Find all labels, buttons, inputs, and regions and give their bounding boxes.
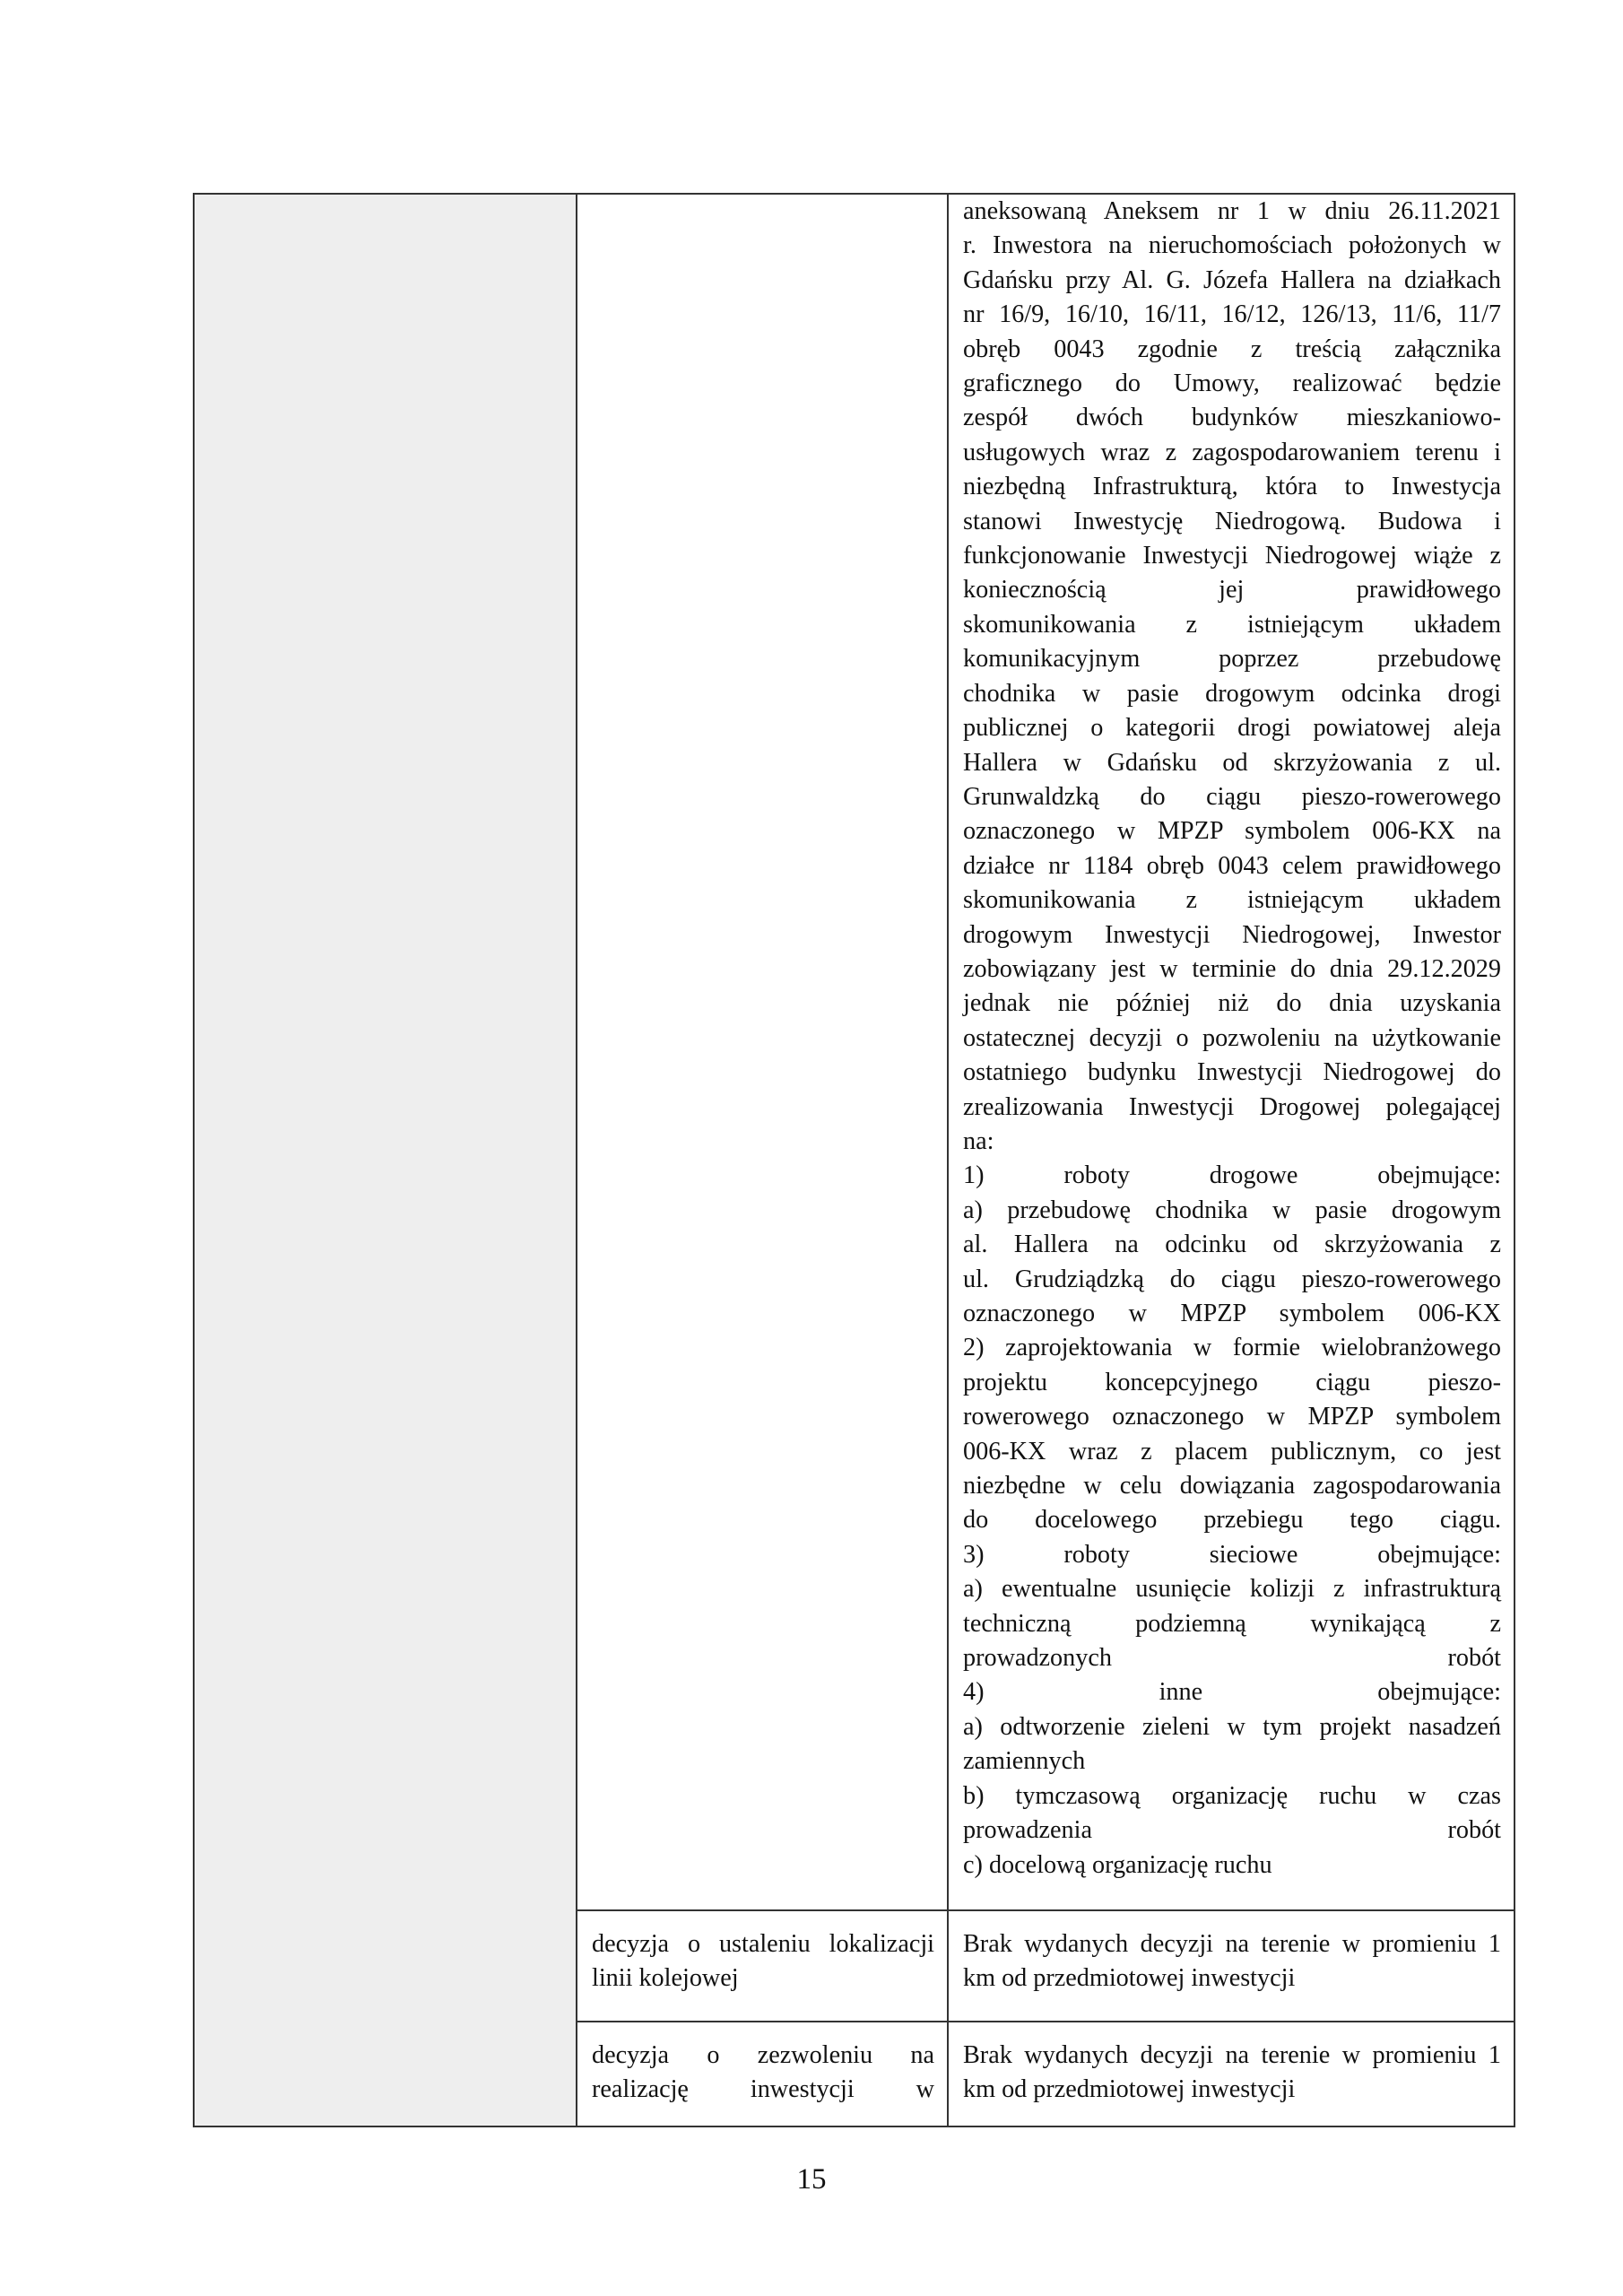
text-line: nr 16/9, 16/10, 16/11, 16/12, 126/13, 11/6, 11/7: [963, 300, 1501, 329]
text-line: techniczną podziemną wynikającą z: [963, 1609, 1501, 1638]
text-line: Hallera w Gdańsku od skrzyżowania z ul.: [963, 748, 1501, 777]
table-cell-description: [948, 2022, 1515, 2126]
text-line: a) ewentualne usunięcie kolizji z infrastrukturą: [963, 1575, 1501, 1604]
description-text: [949, 1911, 1514, 2014]
table-cell-category: [194, 194, 577, 2126]
text-line: Gdańsku przy Al. G. Józefa Hallera na działkach: [963, 265, 1501, 294]
decision-type-text: [577, 2022, 947, 2126]
text-line: 3) roboty sieciowe obejmujące:: [963, 1540, 1501, 1569]
table-cell-description: [948, 1910, 1515, 2022]
requirements-table: [193, 193, 1515, 2127]
table-cell-decision-type: [577, 194, 948, 1910]
text-line: ostatecznej decyzji o pozwoleniu na użytkowanie: [963, 1023, 1501, 1052]
text-line: zamiennych: [963, 1747, 1086, 1776]
text-line: stanowi Inwestycję Niedrogową. Budowa i: [963, 507, 1501, 535]
table-cell-decision-type: [577, 2022, 948, 2126]
text-line: prowadzenia robót: [963, 1816, 1501, 1845]
text-line: zrealizowania Inwestycji Drogowej polegającej: [963, 1092, 1501, 1121]
text-line: 4) inne obejmujące:: [963, 1678, 1501, 1707]
decision-type-text: [577, 1911, 947, 2014]
text-line: komunikacyjnym poprzez przebudowę: [963, 645, 1501, 674]
text-line: chodnika w pasie drogowym odcinka drogi: [963, 679, 1501, 708]
text-line: aneksowaną Aneksem nr 1 w dniu 26.11.2021: [963, 197, 1501, 225]
table-cell-decision-type: [577, 1910, 948, 2022]
table-cell-description: [948, 194, 1515, 1910]
text-line: 1) roboty drogowe obejmujące:: [963, 1161, 1501, 1190]
text-line: obręb 0043 zgodnie z treścią załącznika: [963, 335, 1501, 363]
text-line: usługowych wraz z zagospodarowaniem terenu i: [963, 438, 1501, 466]
text-line: oznaczonego w MPZP symbolem 006-KX na: [963, 817, 1501, 846]
text-line: ul. Grudziądzką do ciągu pieszo-rowerowego: [963, 1265, 1501, 1293]
text-line: skomunikowania z istniejącym układem: [963, 886, 1501, 915]
text-line: publicznej o kategorii drogi powiatowej aleja: [963, 714, 1501, 743]
text-line: jednak nie później niż do dnia uzyskania: [963, 989, 1501, 1018]
text-line: km od przedmiotowej inwestycji: [963, 2075, 1296, 2104]
text-line: c) docelową organizację ruchu: [963, 1850, 1272, 1879]
text-line: skomunikowania z istniejącym układem: [963, 610, 1501, 639]
text-line: graficznego do Umowy, realizować będzie: [963, 370, 1501, 398]
text-line: decyzja o zezwoleniu na: [592, 2040, 934, 2069]
text-line: a) odtworzenie zieleni w tym projekt nasadzeń: [963, 1712, 1501, 1741]
description-text: [949, 2022, 1514, 2126]
text-line: na:: [963, 1126, 994, 1155]
text-line: prowadzonych robót: [963, 1644, 1501, 1673]
table-row: [194, 194, 1515, 1910]
text-line: Brak wydanych decyzji na terenie w promieniu 1: [963, 2040, 1501, 2069]
text-line: koniecznością jej prawidłowego: [963, 576, 1501, 604]
text-line: Grunwaldzką do ciągu pieszo-rowerowego: [963, 782, 1501, 811]
text-line: ostatniego budynku Inwestycji Niedrogowej do: [963, 1058, 1501, 1087]
text-line: do docelowego przebiegu tego ciągu.: [963, 1506, 1501, 1535]
text-line: niezbędne w celu dowiązania zagospodarowania: [963, 1472, 1501, 1500]
text-line: realizację inwestycji w: [592, 2075, 934, 2104]
text-line: projektu koncepcyjnego ciągu pieszo-: [963, 1368, 1501, 1396]
text-line: niezbędną Infrastrukturą, która to Inwestycja: [963, 473, 1501, 501]
text-line: funkcjonowanie Inwestycji Niedrogowej wiąże z: [963, 542, 1501, 570]
text-line: drogowym Inwestycji Niedrogowej, Inwestor: [963, 920, 1501, 949]
text-line: km od przedmiotowej inwestycji: [963, 1964, 1296, 1993]
text-line: działce nr 1184 obręb 0043 celem prawidłowego: [963, 851, 1501, 880]
text-line: rowerowego oznaczonego w MPZP symbolem: [963, 1403, 1501, 1431]
text-line: linii kolejowej: [592, 1964, 739, 1993]
text-line: r. Inwestora na nieruchomościach położonych w: [963, 231, 1501, 260]
page-number: 15: [796, 2163, 827, 2196]
text-line: zespół dwóch budynków mieszkaniowo-: [963, 404, 1501, 432]
text-line: Brak wydanych decyzji na terenie w promieniu 1: [963, 1929, 1501, 1958]
text-line: al. Hallera na odcinku od skrzyżowania z: [963, 1231, 1501, 1259]
description-text: [949, 195, 1514, 1909]
text-line: zobowiązany jest w terminie do dnia 29.12.2029: [963, 954, 1501, 983]
text-line: b) tymczasową organizację ruchu w czas: [963, 1781, 1501, 1810]
text-line: decyzja o ustaleniu lokalizacji: [592, 1929, 934, 1958]
text-line: 2) zaprojektowania w formie wielobranżowego: [963, 1334, 1501, 1362]
text-line: a) przebudowę chodnika w pasie drogowym: [963, 1196, 1501, 1224]
text-line: 006-KX wraz z placem publicznym, co jest: [963, 1437, 1501, 1465]
text-line: oznaczonego w MPZP symbolem 006-KX: [963, 1300, 1501, 1327]
